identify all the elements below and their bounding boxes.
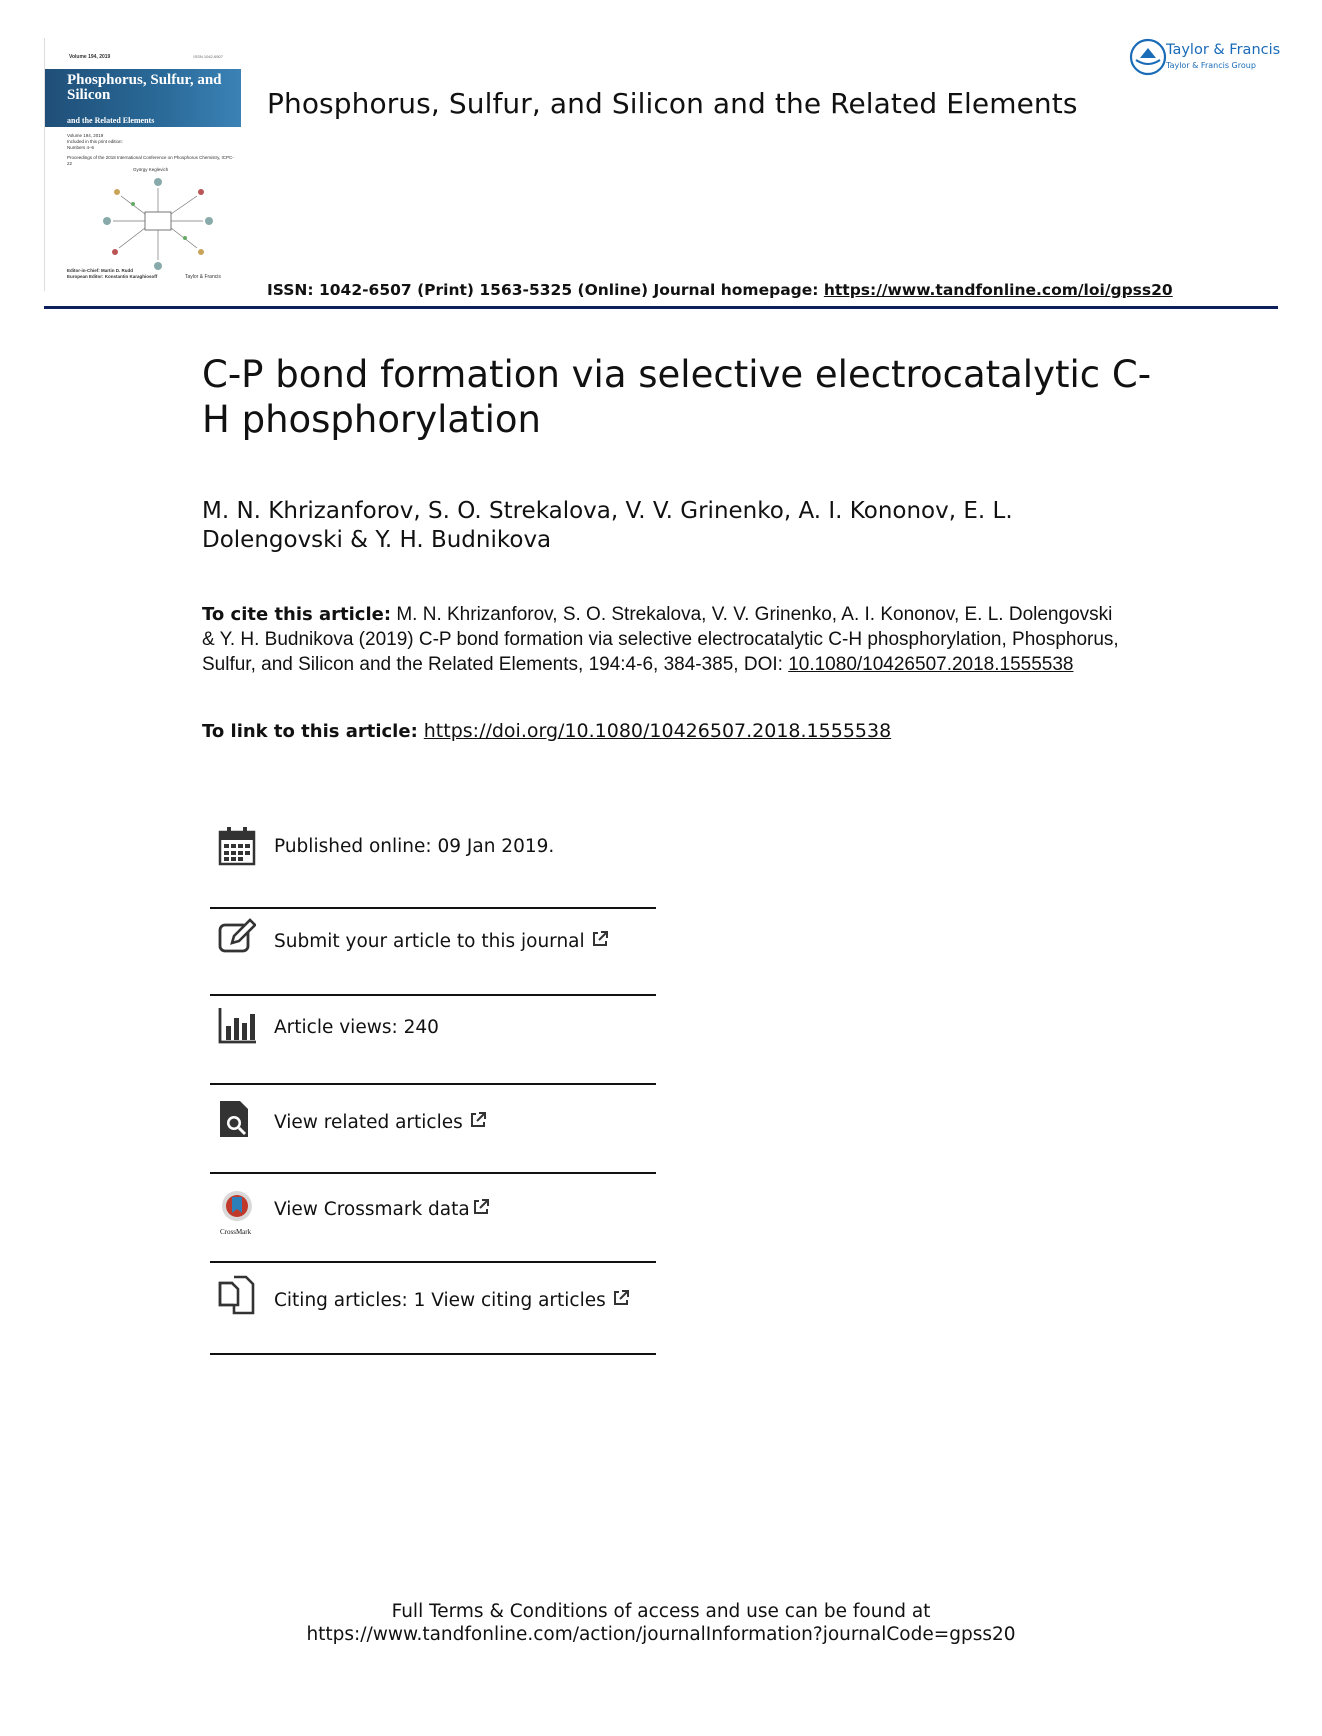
external-link-icon — [469, 1111, 487, 1129]
article-authors: M. N. Khrizanforov, S. O. Strekalova, V. V. Grinenko, A. I. Kononov, E. L. Dolengovski & Y. H. Budnikova — [202, 498, 1013, 553]
header-rule — [44, 306, 1278, 309]
article-views-row — [210, 996, 656, 1085]
issn-text: ISSN: 1042-6507 (Print) 1563-5325 (Online) Journal homepage: — [267, 281, 824, 299]
cover-proceedings: Proceedings of the 2018 International Conference on Phosphorus Chemistry, ICPC-22 — [67, 155, 234, 166]
citation-text: M. N. Khrizanforov, S. O. Strekalova, V. V. Grinenko, A. I. Kononov, E. L. Dolengovski & Y. H. Budnikova (2019) C-P bond formation via selective electrocatalytic C-H phosphorylation, Phosphorus, Sulfur, and Silicon and the Related Elements, 194:4-6, 384-385, DOI: — [202, 604, 1119, 675]
citing-articles-row[interactable] — [210, 1263, 656, 1352]
publisher-name: Taylor & Francis — [1166, 42, 1281, 58]
article-link-line — [202, 720, 891, 742]
copy-documents-icon — [218, 1275, 256, 1315]
published-online-row — [210, 818, 656, 907]
crossmark-link[interactable]: View Crossmark data — [274, 1198, 490, 1220]
terms-footer — [0, 1600, 1322, 1646]
cover-title-band — [45, 69, 241, 127]
article-link-label: To link to this article: — [202, 721, 418, 742]
cover-info-3: Numbers 4–6 — [67, 145, 95, 150]
crossmark-icon — [218, 1189, 256, 1229]
publisher-group: Taylor & Francis Group — [1166, 61, 1256, 70]
published-online-text: Published online: 09 Jan 2019. — [274, 836, 555, 857]
crossmark-logo-text: CrossMark — [220, 1228, 252, 1236]
cover-issn: ISSN 1042-6507 — [193, 54, 223, 59]
citing-articles-link[interactable]: Citing articles: 1 View citing articles — [274, 1289, 630, 1311]
bar-chart-icon — [218, 1006, 256, 1046]
external-link-icon — [612, 1289, 630, 1307]
submit-article-link[interactable]: Submit your article to this journal — [274, 930, 609, 952]
crossmark-row[interactable] — [210, 1174, 656, 1263]
cover-publisher: Taylor & Francis — [185, 274, 221, 280]
cover-volume: Volume 194, 2019 — [69, 54, 111, 60]
submit-article-row[interactable] — [210, 907, 656, 996]
related-articles-link[interactable]: View related articles — [274, 1111, 487, 1133]
journal-title: Phosphorus, Sulfur, and Silicon and the Related Elements — [267, 87, 1078, 120]
edit-icon — [218, 917, 256, 957]
external-link-icon — [472, 1198, 490, 1216]
citation-block — [202, 602, 1122, 677]
journal-cover — [44, 38, 241, 291]
cover-info-2: Included in this print edition: — [67, 139, 123, 144]
journal-homepage-link[interactable]: https://www.tandfonline.com/loi/gpss20 — [823, 281, 1173, 299]
doi-link[interactable]: 10.1080/10426507.2018.1555538 — [788, 654, 1074, 675]
row-divider — [210, 1353, 656, 1355]
terms-line: Full Terms & Conditions of access and use can be found at — [391, 1601, 931, 1622]
article-info-list — [210, 818, 656, 1352]
citation-label: To cite this article: — [202, 604, 392, 625]
issn-line — [267, 281, 1173, 299]
external-link-icon — [591, 930, 609, 948]
article-title: C-P bond formation via selective electrocatalytic C-H phosphorylation — [202, 353, 1152, 441]
document-search-icon — [218, 1099, 256, 1139]
related-articles-row[interactable] — [210, 1085, 656, 1174]
article-doi-url-link[interactable]: https://doi.org/10.1080/10426507.2018.1555538 — [423, 720, 892, 742]
calendar-icon — [218, 826, 256, 866]
cover-editor: Editor-in-Chief: Martin D. Rudd — [67, 268, 133, 273]
cover-subtitle: and the Related Elements — [67, 116, 155, 125]
cover-guest-editor: György Keglevich — [133, 167, 169, 172]
article-views-text: Article views: 240 — [274, 1017, 439, 1038]
cover-info-1: Volume 194, 2019 — [67, 133, 104, 138]
terms-url-link[interactable]: https://www.tandfonline.com/action/journalInformation?journalCode=gpss20 — [306, 1624, 1016, 1645]
cover-title: Phosphorus, Sulfur, and Silicon — [67, 72, 222, 103]
cover-european-editor: European Editor: Konstantin Karaghiosoff — [67, 274, 158, 279]
cover-reaction-diagram — [93, 168, 233, 278]
